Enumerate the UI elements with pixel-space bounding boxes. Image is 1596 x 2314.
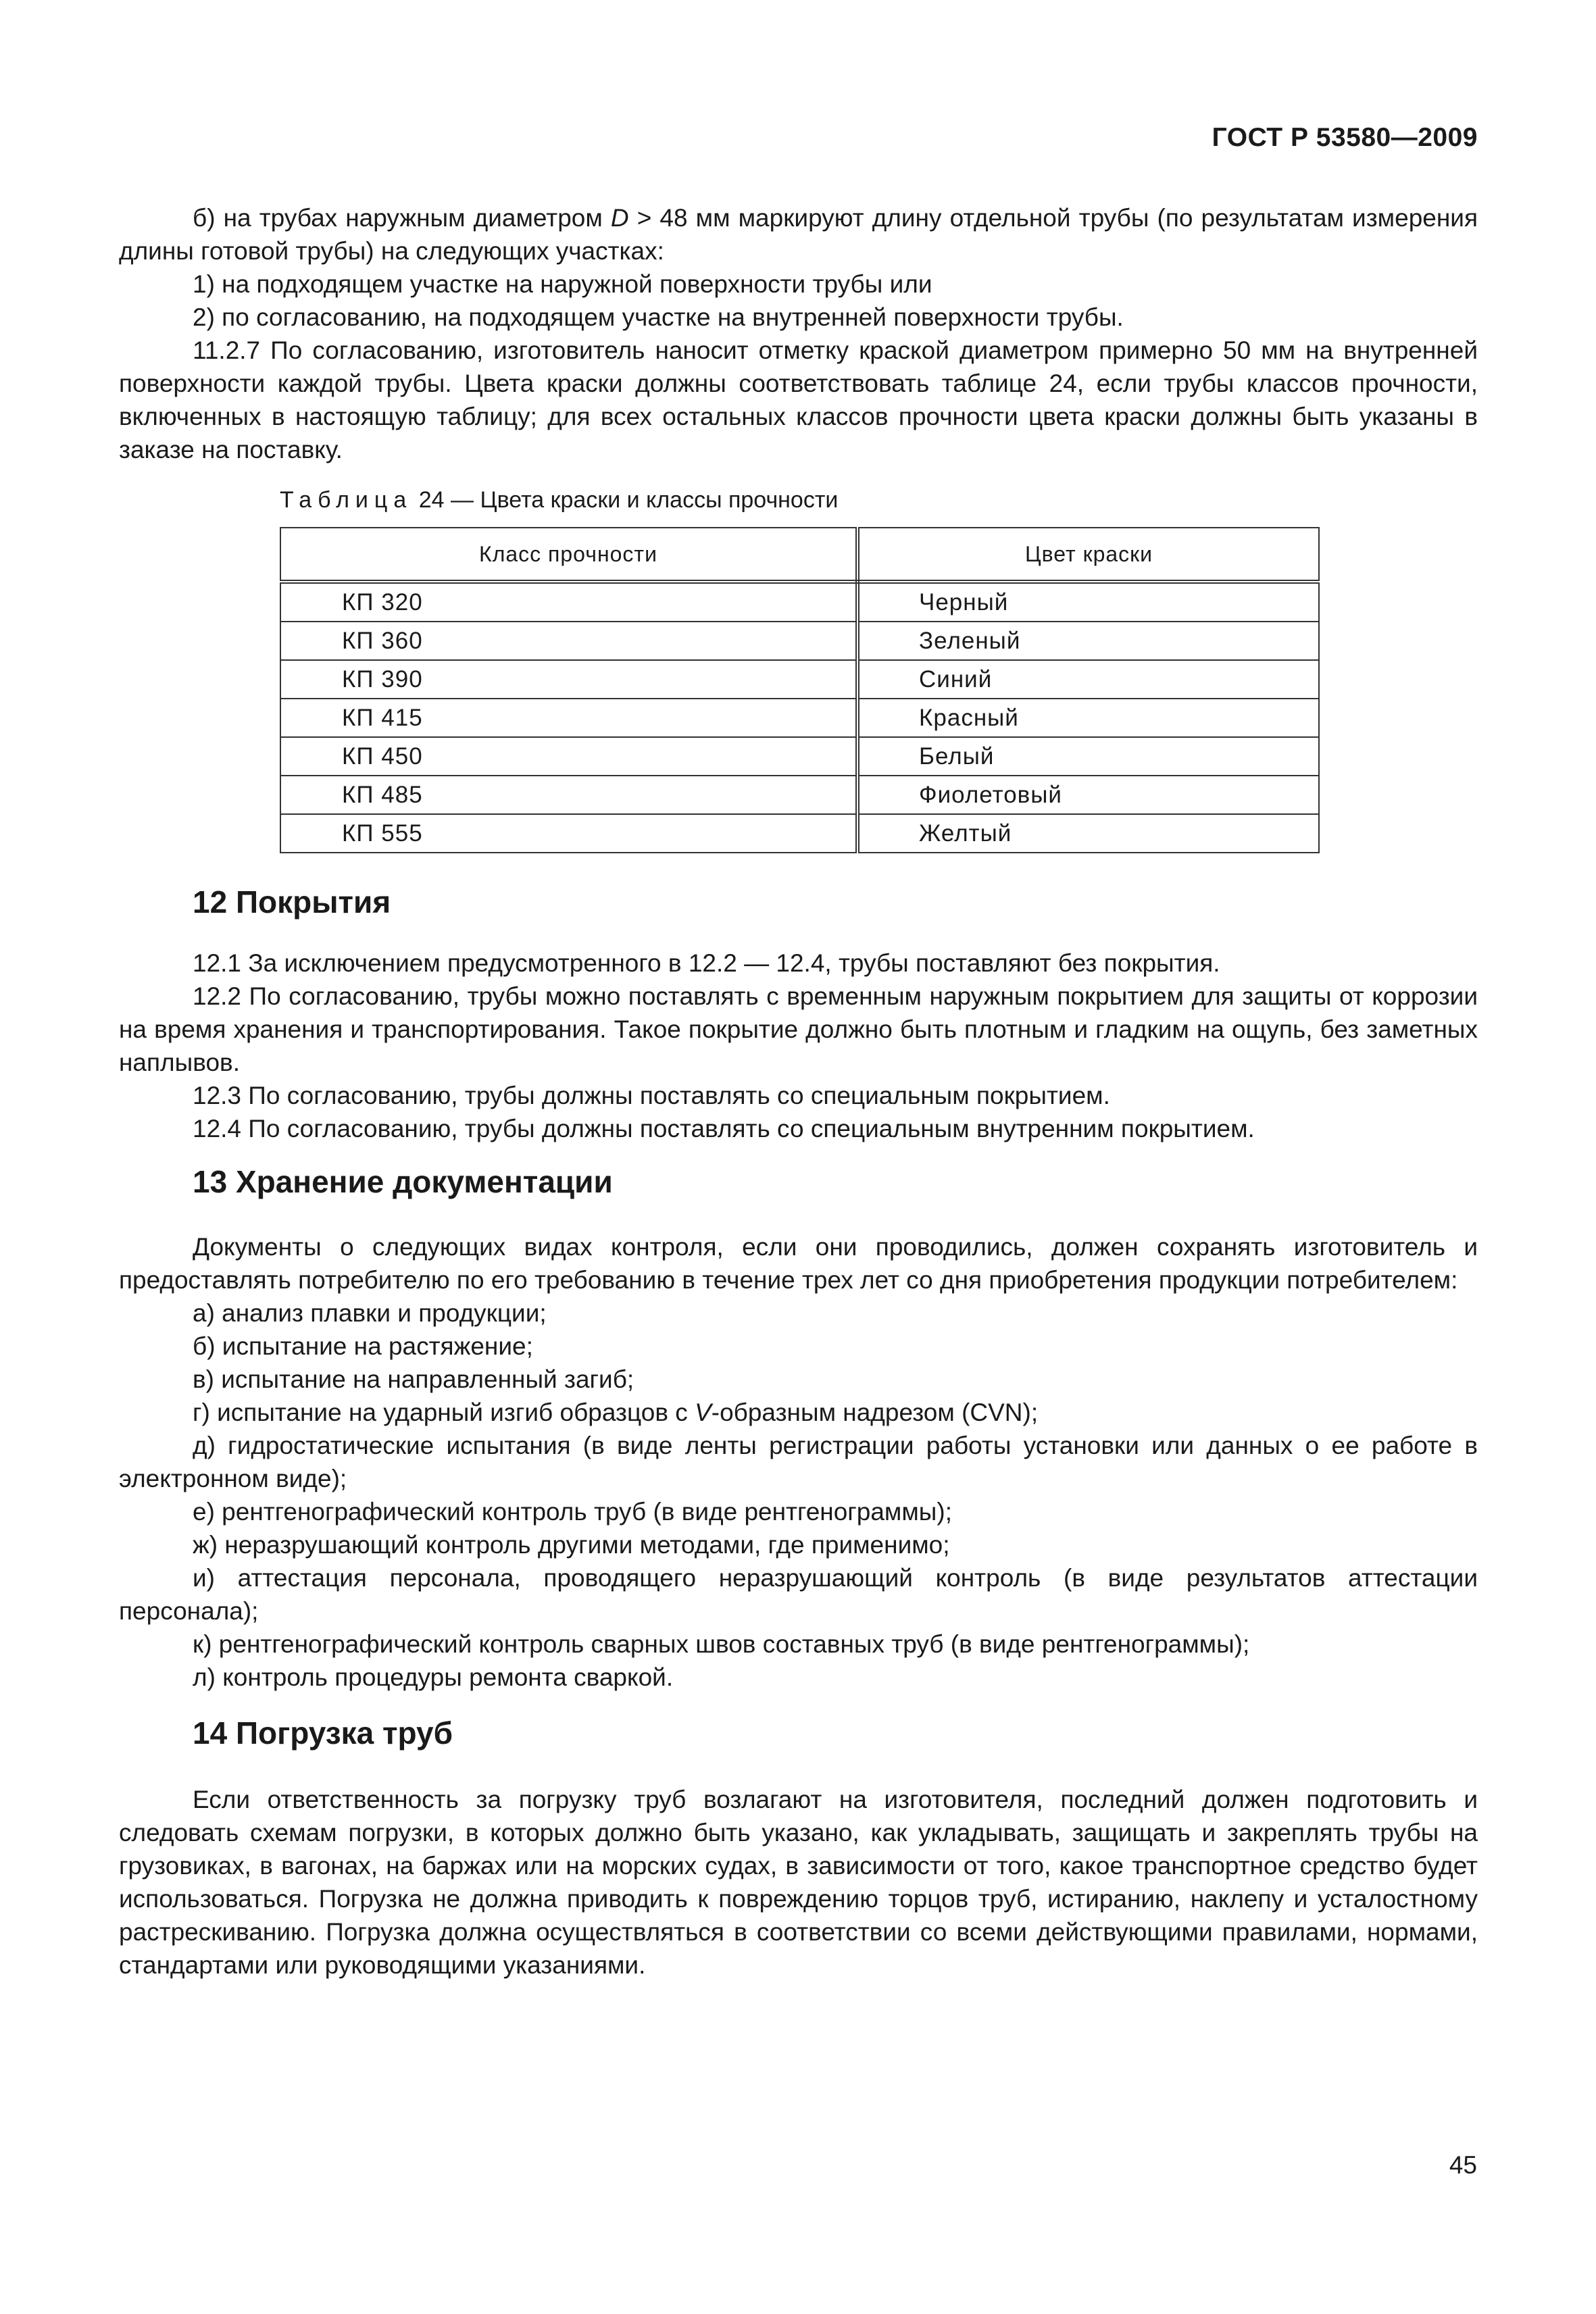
section-14-heading: 14 Погрузка труб [193, 1715, 453, 1751]
text-run: б) на трубах наружным диаметром [193, 204, 611, 232]
text-run: г) испытание на ударный изгиб образцов с [193, 1399, 695, 1426]
paint-color-cell: Желтый [857, 814, 1319, 853]
table-caption [280, 485, 1478, 515]
paint-color-cell: Синий [857, 660, 1319, 699]
table-caption-word: Таблица [280, 487, 413, 513]
paint-color-table [280, 527, 1320, 853]
paragraph-13-intro: Документы о следующих видах контроля, если они проводились, должен сохранять изготовитель и предоставлять потребителю по его требованию в течение трех лет со дня приобретения продукции потребителем: [119, 1233, 1478, 1294]
table-row [280, 622, 1319, 660]
table-row [280, 814, 1319, 853]
paragraph-12-1: 12.1 За исключением предусмотренного в 12.2 — 12.4, трубы поставляют без покрытия. [193, 949, 1220, 977]
variable-v: V [695, 1399, 712, 1426]
list-item-zh: ж) неразрушающий контроль другими методами, где применимо; [193, 1531, 950, 1559]
paragraph-12-4: 12.4 По согласованию, трубы должны поставлять со специальным внутренним покрытием. [193, 1115, 1255, 1142]
paint-color-cell: Белый [857, 737, 1319, 776]
table-row [280, 737, 1319, 776]
strength-class-cell: КП 485 [280, 776, 857, 814]
paragraph-14: Если ответственность за погрузку труб возлагают на изготовителя, последний должен подготовить и следовать схемам погрузки, в которых должно быть указано, как укладывать, защищать и закреплять трубы на грузовиках, в вагонах, на баржах или на морских судах, в зависимости от того, какое транспортное средство будет использоваться. Погрузка не должна приводить к повреждению торцов труб, истиранию, наклепу и усталостному растрескиванию. Погрузка должна осуществляться в соответствии со всеми действующими правилами, нормами, стандартами или руководящими указаниями. [119, 1786, 1478, 1979]
strength-class-cell: КП 415 [280, 699, 857, 737]
page-number: 45 [1449, 2151, 1477, 2179]
table-row [280, 582, 1319, 622]
header-paint-color: Цвет краски [857, 528, 1319, 582]
paragraph-b [119, 201, 1478, 268]
strength-class-cell: КП 390 [280, 660, 857, 699]
list-item-g [119, 1396, 1478, 1429]
text-run: -образным надрезом (CVN); [711, 1399, 1039, 1426]
table-row [280, 699, 1319, 737]
paint-color-cell: Черный [857, 582, 1319, 622]
paint-color-cell: Фиолетовый [857, 776, 1319, 814]
list-item-i: и) аттестация персонала, проводящего неразрушающий контроль (в виде результатов аттестации персонала); [119, 1564, 1478, 1625]
paragraph-11-2-7: 11.2.7 По согласованию, изготовитель наносит отметку краской диаметром примерно 50 мм на внутренней поверхности каждой трубы. Цвета краски должны соответствовать таблице 24, если трубы классов прочности, включенных в настоящую таблицу; для всех остальных классов прочности цвета краски должны быть указаны в заказе на поставку. [119, 336, 1478, 463]
section-13-heading: 13 Хранение документации [193, 1164, 613, 1199]
list-item-b: б) испытание на растяжение; [193, 1332, 533, 1360]
paragraph-12-2: 12.2 По согласованию, трубы можно поставлять с временным наружным покрытием для защиты от коррозии на время хранения и транспортирования. Такое покрытие должно быть плотным и гладким на ощупь, без заметных наплывов. [119, 982, 1478, 1076]
strength-class-cell: КП 450 [280, 737, 857, 776]
list-item-1: 1) на подходящем участке на наружной поверхности трубы или [193, 270, 932, 298]
section-12-heading: 12 Покрытия [193, 884, 391, 920]
table-caption-text: 24 — Цвета краски и классы прочности [412, 487, 839, 513]
list-item-v: в) испытание на направленный загиб; [193, 1365, 634, 1393]
text-run: > 48 мм маркируют длину отдельной трубы (по результатам измерения длины готовой трубы) на следующих участках: [119, 204, 1478, 265]
list-item-d: д) гидростатические испытания (в виде ленты регистрации работы установки или данных о ее работе в электронном виде); [119, 1432, 1478, 1492]
paint-color-cell: Красный [857, 699, 1319, 737]
page-content [119, 201, 1478, 1982]
list-item-k: к) рентгенографический контроль сварных швов составных труб (в виде рентгенограммы); [193, 1630, 1250, 1658]
list-item-e: е) рентгенографический контроль труб (в виде рентгенограммы); [193, 1498, 953, 1526]
list-item-a: а) анализ плавки и продукции; [193, 1299, 547, 1327]
paint-color-cell: Зеленый [857, 622, 1319, 660]
strength-class-cell: КП 555 [280, 814, 857, 853]
header-strength-class: Класс прочности [280, 528, 857, 582]
list-item-2: 2) по согласованию, на подходящем участке на внутренней поверхности трубы. [193, 303, 1124, 331]
table-row [280, 776, 1319, 814]
variable-d: D [610, 204, 629, 232]
standard-code: ГОСТ Р 53580—2009 [1212, 123, 1478, 152]
table-row [280, 660, 1319, 699]
strength-class-cell: КП 360 [280, 622, 857, 660]
table-header-row [280, 528, 1319, 582]
strength-class-cell: КП 320 [280, 582, 857, 622]
list-item-l: л) контроль процедуры ремонта сваркой. [193, 1663, 674, 1691]
paragraph-12-3: 12.3 По согласованию, трубы должны поставлять со специальным покрытием. [193, 1082, 1110, 1109]
